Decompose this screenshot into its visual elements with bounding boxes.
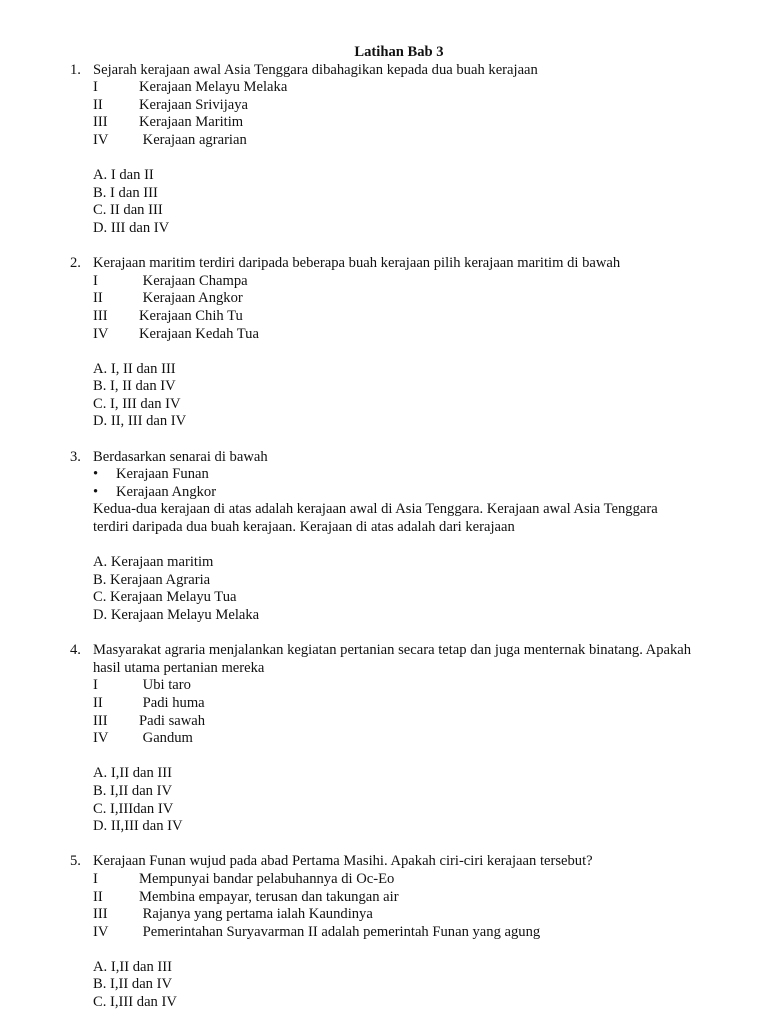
roman-numeral: I <box>93 79 98 96</box>
statement-text: Kerajaan Maritim <box>139 114 244 131</box>
bullet-text: Kerajaan Funan <box>116 466 209 483</box>
statement-text: Kerajaan Srivijaya <box>139 96 248 113</box>
statement-item <box>93 713 768 731</box>
statement-item <box>93 290 768 308</box>
answer-option: C. I, III dan IV <box>93 395 181 412</box>
spacer <box>0 748 768 766</box>
question-text: Sejarah kerajaan awal Asia Tenggara dibahagikan kepada dua buah kerajaan <box>93 61 538 78</box>
answer-option: D. II, III dan IV <box>93 413 187 430</box>
question-number: 1. <box>70 61 81 78</box>
statement-text: Ubi taro <box>139 677 191 694</box>
question-number: 5. <box>70 853 81 870</box>
roman-numeral: I <box>93 870 98 887</box>
statement-text: Membina empayar, terusan dan takungan air <box>139 888 399 905</box>
bullet-icon: • <box>93 466 99 483</box>
answer-option: C. I,IIIdan IV <box>93 800 174 817</box>
answer-option: B. I dan III <box>93 184 158 201</box>
roman-numeral: IV <box>93 730 109 747</box>
statement-item <box>93 132 768 150</box>
statement-text: Gandum <box>139 730 193 747</box>
answer-option: A. I dan II <box>93 167 154 184</box>
statement-item <box>93 114 768 132</box>
answer-option: D. II,III dan IV <box>93 818 183 835</box>
statement-item <box>93 871 768 889</box>
answer-option: C. I,III dan IV <box>93 994 177 1011</box>
statement-text: Kerajaan Melayu Melaka <box>139 79 288 96</box>
question-text-continued: Kedua-dua kerajaan di atas adalah kerajaan awal di Asia Tenggara. Kerajaan awal Asia Tenggara terdiri daripada dua buah kerajaan. Kerajaan di atas adalah dari kerajaan <box>93 501 658 536</box>
answer-option: B. I,II dan IV <box>93 976 173 993</box>
statement-text: Kerajaan agrarian <box>139 131 247 148</box>
statement-text: Pemerintahan Suryavarman II adalah pemerintah Funan yang agung <box>139 923 541 940</box>
statement-text: Mempunyai bandar pelabuhannya di Oc-Eo <box>139 870 395 887</box>
question-text: Masyarakat agraria menjalankan kegiatan pertanian secara tetap dan juga menternak binatang. Apakah hasil utama pertanian mereka <box>93 642 692 676</box>
statement-text: Rajanya yang pertama ialah Kaundinya <box>139 906 373 923</box>
statement-text: Kerajaan Champa <box>139 272 248 289</box>
answer-option: C. II dan III <box>93 202 163 219</box>
answer-option: A. I,II dan III <box>93 958 173 975</box>
roman-numeral: I <box>93 272 98 289</box>
roman-numeral: IV <box>93 325 109 342</box>
question-number: 3. <box>70 448 81 465</box>
statement-item <box>93 308 768 326</box>
question-2 <box>0 255 768 431</box>
answer-option: B. I, II dan IV <box>93 378 176 395</box>
roman-numeral: II <box>93 888 103 905</box>
answer-option: D. Kerajaan Melayu Melaka <box>93 607 260 623</box>
question-number: 4. <box>70 642 81 659</box>
statement-text: Kerajaan Kedah Tua <box>139 325 259 342</box>
bullet-icon: • <box>93 483 99 500</box>
roman-numeral: II <box>93 290 103 307</box>
worksheet-page <box>0 44 768 1012</box>
statement-item <box>93 677 768 695</box>
statement-item <box>93 889 768 907</box>
question-text: Berdasarkan senarai di bawah <box>93 448 268 465</box>
roman-numeral: I <box>93 677 98 694</box>
statement-item <box>93 273 768 291</box>
statement-item <box>93 906 768 924</box>
answer-option: A. Kerajaan maritim <box>93 554 214 571</box>
statement-text: Padi huma <box>139 694 205 711</box>
statement-item <box>93 695 768 713</box>
answer-option: B. Kerajaan Agraria <box>93 571 211 588</box>
answer-option: A. I,II dan III <box>93 765 173 782</box>
question-number: 2. <box>70 255 81 272</box>
statement-item <box>93 326 768 344</box>
worksheet-title: Latihan Bab 3 <box>354 44 444 60</box>
statement-item <box>93 79 768 97</box>
question-text: Kerajaan maritim terdiri daripada beberapa buah kerajaan pilih kerajaan maritim di bawah <box>93 255 621 272</box>
answer-option: C. Kerajaan Melayu Tua <box>93 589 237 606</box>
spacer <box>0 537 768 555</box>
question-list <box>0 62 768 1012</box>
bullet-item <box>93 466 768 484</box>
roman-numeral: IV <box>93 923 109 940</box>
roman-numeral: III <box>93 906 108 923</box>
roman-numeral: III <box>93 114 108 131</box>
bullet-item <box>93 484 768 502</box>
statement-item <box>93 924 768 942</box>
spacer <box>0 343 768 361</box>
question-text: Kerajaan Funan wujud pada abad Pertama Masihi. Apakah ciri-ciri kerajaan tersebut? <box>93 853 593 870</box>
bullet-text: Kerajaan Angkor <box>116 483 217 500</box>
roman-numeral: III <box>93 307 108 324</box>
answer-option: D. III dan IV <box>93 219 170 236</box>
question-5 <box>0 853 768 1011</box>
statement-item <box>93 97 768 115</box>
statement-text: Kerajaan Chih Tu <box>139 307 243 324</box>
statement-item <box>93 730 768 748</box>
answer-option: B. I,II dan IV <box>93 782 173 799</box>
roman-numeral: III <box>93 712 108 729</box>
statement-text: Kerajaan Angkor <box>139 290 243 307</box>
statement-text: Padi sawah <box>139 712 206 729</box>
roman-numeral: IV <box>93 131 109 148</box>
question-3 <box>0 449 768 625</box>
spacer <box>0 941 768 959</box>
roman-numeral: II <box>93 96 103 113</box>
roman-numeral: II <box>93 694 103 711</box>
question-1 <box>0 62 768 238</box>
answer-option: A. I, II dan III <box>93 360 176 377</box>
question-4 <box>0 642 768 836</box>
spacer <box>0 150 768 168</box>
